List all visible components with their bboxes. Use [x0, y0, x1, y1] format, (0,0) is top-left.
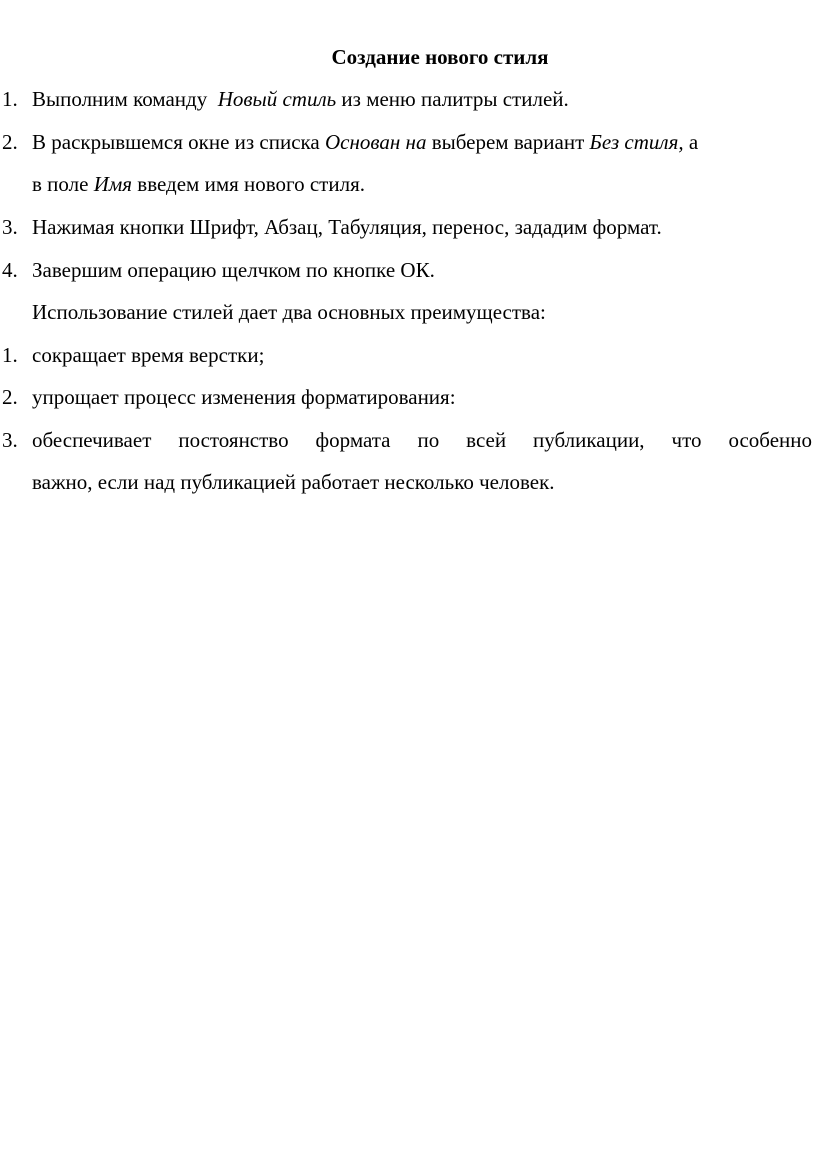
step-number: 1. — [2, 87, 18, 111]
advantage-number: 3. — [2, 428, 18, 452]
intro-text: Использование стилей дает два основных преимущества: — [32, 300, 546, 324]
word: всей — [466, 428, 507, 452]
step-number: 4. — [2, 258, 18, 282]
step-text-plain: а — [688, 130, 699, 154]
step-text — [32, 171, 365, 197]
step-text-plain: из меню палитры стилей. — [341, 87, 569, 111]
word: особенно — [728, 428, 812, 452]
step-text — [32, 129, 698, 155]
step-text-plain: выберем вариант — [431, 130, 585, 154]
document-title: Создание нового стиля — [331, 45, 549, 69]
word: постоянство — [178, 428, 289, 452]
step-number: 2. — [2, 130, 18, 154]
advantage-text: важно, если над публикацией работает несколько человек. — [32, 470, 555, 494]
step-text-plain: в поле — [32, 172, 89, 196]
advantage-text-justified — [32, 427, 812, 453]
advantage-text: сокращает время верстки; — [32, 343, 265, 367]
word: обеспечивает — [32, 428, 152, 452]
step-text: Завершим операцию щелчком по кнопке ОК. — [32, 258, 435, 282]
step-text-plain: введем имя нового стиля. — [137, 172, 365, 196]
step-number: 3. — [2, 215, 18, 239]
advantage-number: 2. — [2, 385, 18, 409]
step-text-plain: Выполним команду — [32, 87, 208, 111]
step-text — [32, 86, 569, 112]
word: формата — [315, 428, 391, 452]
step-text-italic: Без стиля, — [589, 130, 684, 154]
word: публикации, — [533, 428, 645, 452]
step-text-plain: В раскрывшемся окне из списка — [32, 130, 320, 154]
word: что — [671, 428, 702, 452]
advantage-text: упрощает процесс изменения форматирования: — [32, 385, 456, 409]
step-text-italic: Имя — [93, 172, 133, 196]
step-text-italic: Основан на — [325, 130, 427, 154]
advantage-number: 1. — [2, 343, 18, 367]
step-text: Нажимая кнопки Шрифт, Абзац, Табуляция, перенос, зададим формат. — [32, 215, 662, 239]
word: по — [417, 428, 440, 452]
step-text-italic: Новый стиль — [217, 87, 337, 111]
